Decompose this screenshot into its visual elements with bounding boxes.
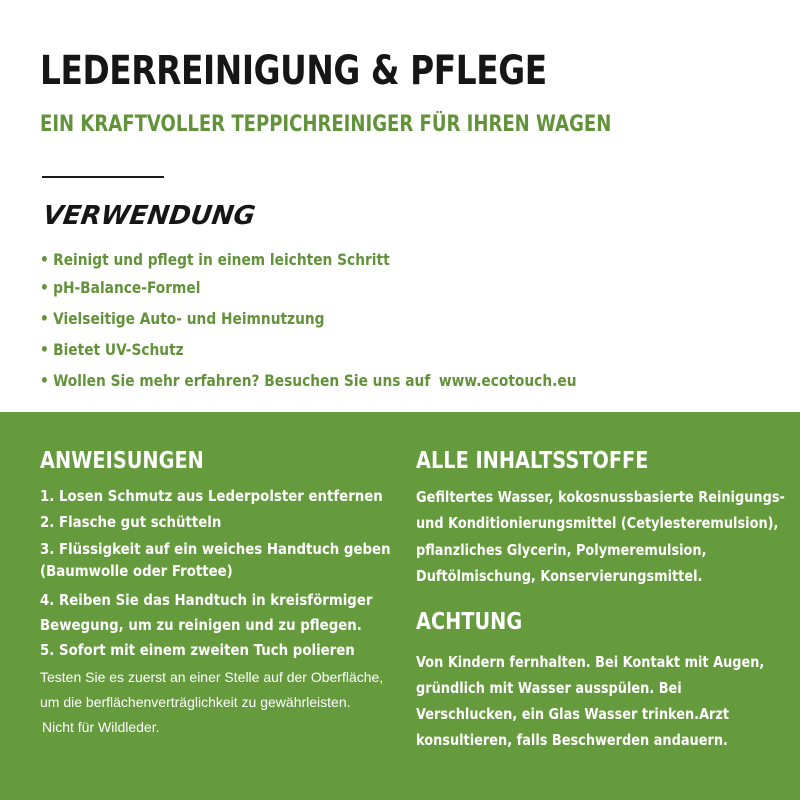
instruction-step: 4. Reiben Sie das Handtuch in kreisförmiger: [40, 591, 373, 609]
test-note: Testen Sie es zuerst an einer Stelle auf der Oberfläche,: [40, 669, 384, 685]
test-note: um die berflächenverträglichkeit zu gewährleisten.: [40, 694, 351, 710]
ingredients-line: Duftölmischung, Konservierungsmittel.: [416, 567, 703, 585]
instruction-step: 3. Flüssigkeit auf ein weiches Handtuch geben: [40, 540, 391, 558]
usage-item-text: Reinigt und pflegt in einem leichten Schritt: [53, 250, 390, 269]
warning-heading: ACHTUNG: [416, 609, 523, 635]
bullet-icon: •: [40, 250, 49, 269]
ingredients-line: und Konditionierungsmittel (Cetylesteremulsion),: [416, 514, 779, 532]
warning-line: gründlich mit Wasser ausspülen. Bei: [416, 679, 682, 697]
warning-line: konsultieren, falls Beschwerden andauern.: [416, 731, 728, 749]
page-subtitle: EIN KRAFTVOLLER TEPPICHREINIGER FÜR IHREN WAGEN: [40, 112, 612, 137]
usage-item-text: Vielseitige Auto- und Heimnutzung: [53, 309, 325, 328]
divider: [42, 176, 164, 178]
instruction-step: Bewegung, um zu reinigen und zu pflegen.: [40, 616, 362, 634]
bullet-icon: •: [40, 309, 49, 328]
list-item: [40, 371, 576, 390]
usage-item-text: Wollen Sie mehr erfahren? Besuchen Sie uns auf: [53, 371, 431, 390]
instruction-step: 1. Losen Schmutz aus Lederpolster entfernen: [40, 487, 383, 505]
usage-heading: VERWENDUNG: [41, 201, 258, 231]
suede-note: Nicht für Wildleder.: [42, 719, 160, 735]
list-item: [40, 340, 184, 359]
ingredients-line: Gefiltertes Wasser, kokosnussbasierte Reinigungs-: [416, 488, 785, 506]
bullet-icon: •: [40, 371, 49, 390]
usage-item-text: Bietet UV-Schutz: [53, 340, 184, 359]
bullet-icon: •: [40, 278, 49, 297]
list-item: [40, 250, 390, 269]
bullet-icon: •: [40, 340, 49, 359]
list-item: [40, 278, 200, 297]
usage-item-text: pH-Balance-Formel: [53, 278, 201, 297]
instruction-step: (Baumwolle oder Frottee): [40, 562, 233, 580]
ingredients-heading: ALLE INHALTSSTOFFE: [416, 448, 649, 474]
instruction-step: 5. Sofort mit einem zweiten Tuch polieren: [40, 641, 355, 659]
list-item: [40, 309, 325, 328]
website-link[interactable]: www.ecotouch.eu: [438, 371, 577, 390]
instructions-heading: ANWEISUNGEN: [40, 448, 204, 474]
warning-line: Verschlucken, ein Glas Wasser trinken.Arzt: [416, 705, 730, 723]
page-title: LEDERREINIGUNG & PFLEGE: [40, 48, 547, 94]
instruction-step: 2. Flasche gut schütteln: [40, 513, 222, 531]
ingredients-line: pflanzliches Glycerin, Polymeremulsion,: [416, 541, 707, 559]
warning-line: Von Kindern fernhalten. Bei Kontakt mit Augen,: [416, 653, 765, 671]
